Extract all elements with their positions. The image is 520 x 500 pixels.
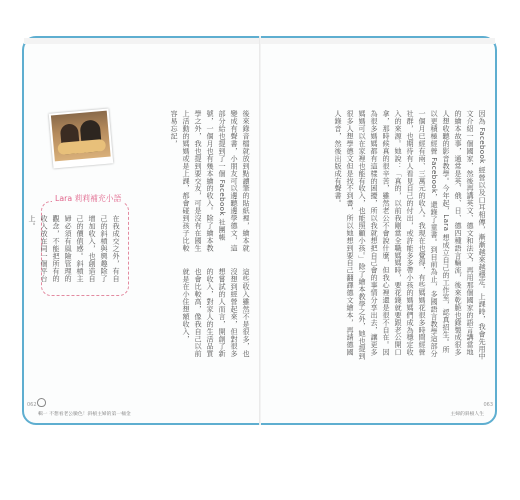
left-page-number: 062	[27, 402, 37, 408]
author-photo	[49, 108, 114, 168]
left-page-body-top: 後來錄音檔就放到點讀筆的貼紙裡，繪本就變成有聲書，小朋友可以邊聽邊學德文，這部分給也提到了一個 Facebook 社團帳號，一個月也有幾本繪的收入。除了繪本教學之外，我也提到要交友，可是沒有在國生上活動的媽媽或是上課，都會碰到孩子比較容易忘記，	[170, 110, 251, 252]
left-page-body-bottom: 這些收入雖然不是很多，也沒想到經營起來，但對很多想嘗試的人而言，開創了新的收入，對家人的生活品質也會比較高，像我自己以前就是在小住想額收入，	[182, 268, 251, 358]
right-footer-label: 主婦的斜槓人生	[450, 412, 484, 417]
tip-text: 在我成交之外，有自己的斜槓與興趣除了增加收入，也創造自己的價值感。斜槓主婦必須有風險管理的觀念，不能把所有的收入放在同一個平台上。	[28, 215, 121, 283]
right-page-number: 063	[483, 402, 493, 408]
cat-icon	[37, 398, 46, 407]
tip-title: Lara 莉莉補充小語	[52, 193, 124, 204]
left-footer-label: 輯一 不想看老公臉色！斜槓主婦的第一桶金	[38, 412, 131, 417]
right-page-body: 因為 Facebook 經營以及口耳相傳，漸漸越來越穩定。上課時，我會先用中文介紹一個國家，然後再講英文、德文和法文，再用那個國家的語言講當地的繪本故事，通常是英、俄、日、德四種語言輪流，後來乾脆也錄製成很多人想收聽的影音教學。今年起，Lara 想成立自己的工作室，認真招生。所以更積極經營 Facebook，還錄了童書。到目前為止，多國語言教學這部分一個月已經有兩、三萬元的收入。我現在也覺得，有些媽媽花很多時間經營社群，也期待有人看見自己的付出，或許能多多帶小孩的媽媽們成為穩定收入的來源。她說：「真的，以前我剛當全職媽媽時，要花錢就要跟老公開口拿，那時候真的很辛苦，雖然老公不會說什麼，但我心裡還是很不自在。因為很多媽媽都有這樣的困擾，所以我就想把自己會的事情分享出去，讓更多媽媽可以在家裡也能有收入，也能照顧小孩。」除了繪本教學之外，她也提到很多人想學德文但是找不到書，所以她想到要自己翻譯德文繪本，再請德國人錄音，然後出版成有聲書。	[334, 110, 487, 360]
book-spine	[259, 36, 261, 425]
